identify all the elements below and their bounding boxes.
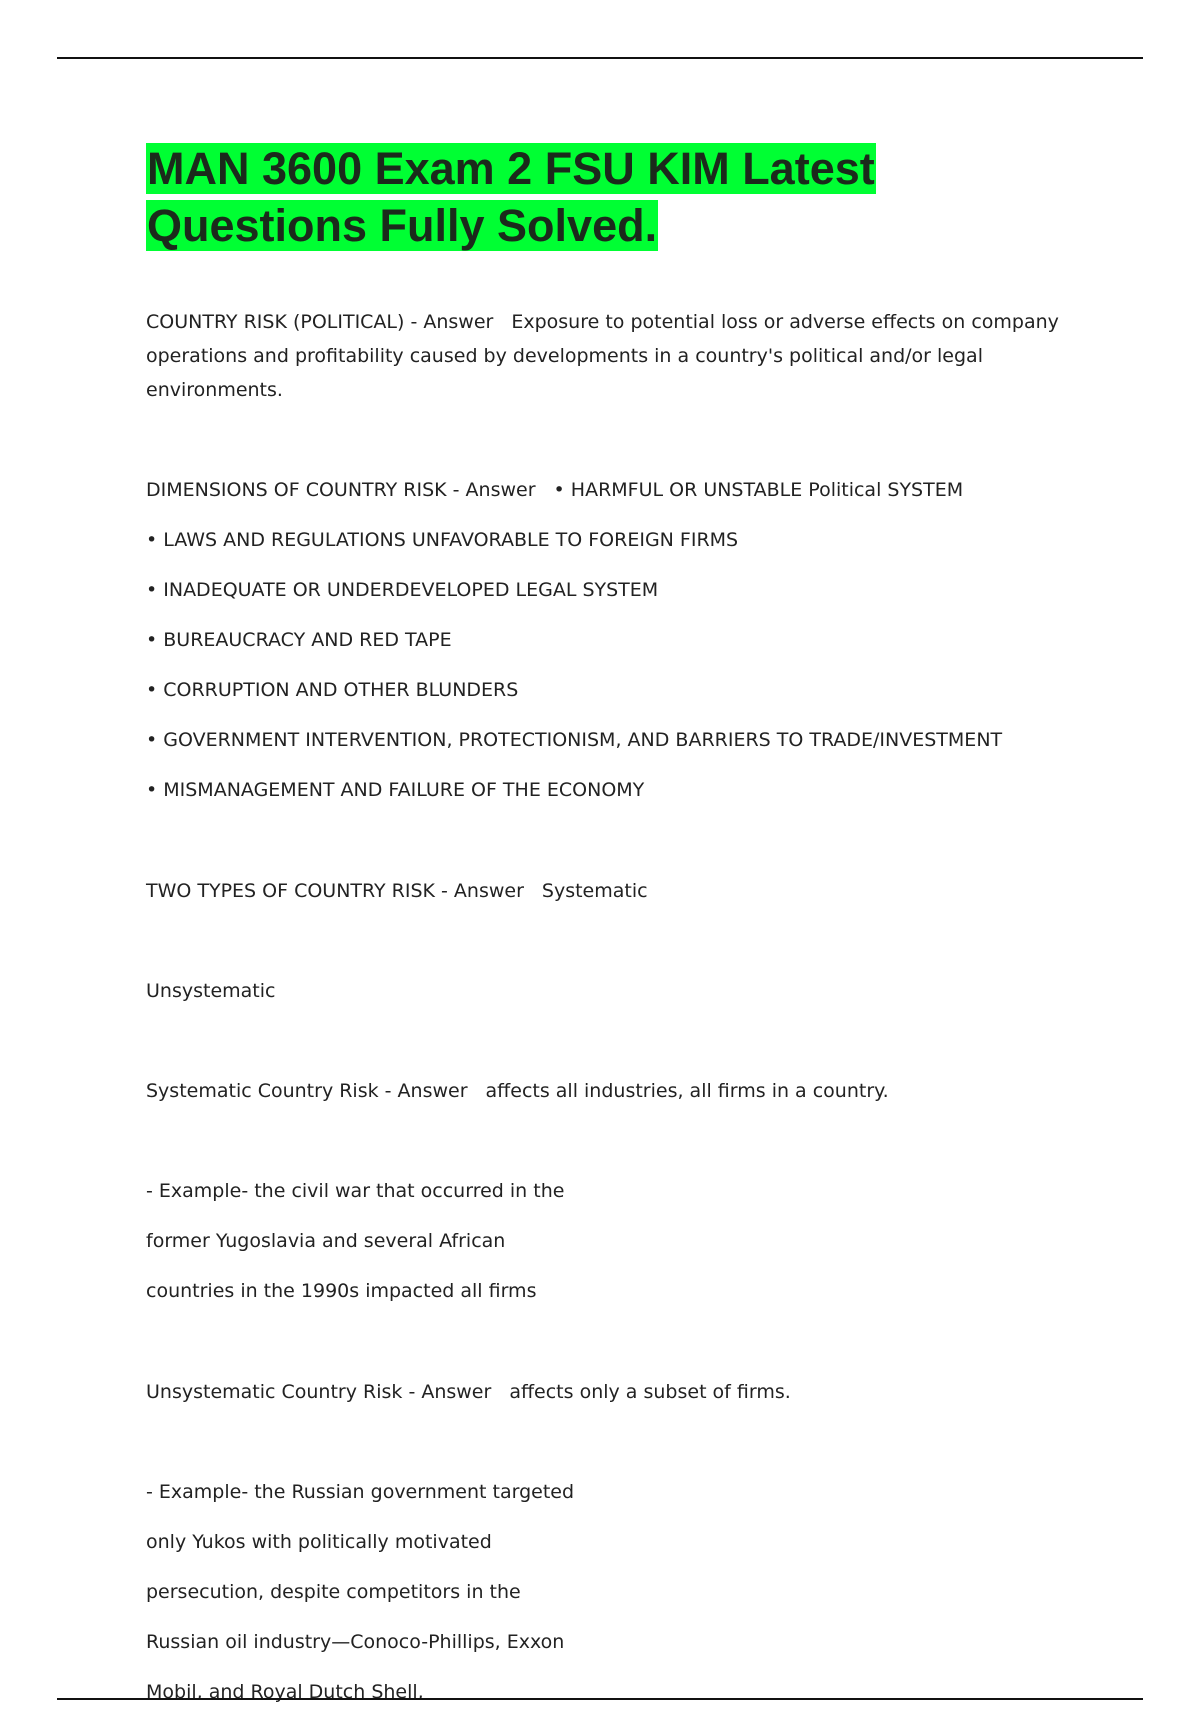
- entry-answer: Exposure to potential loss or adverse effects on company operations and profitability caused by developments in a country's political and/or legal environments.: [146, 311, 1059, 401]
- top-rule: [57, 57, 1143, 59]
- entry-answer: affects only a subset of firms.: [509, 1381, 791, 1403]
- entry-answer: affects all industries, all firms in a country.: [485, 1080, 889, 1102]
- example-line: persecution, despite competitors in the: [146, 1581, 521, 1603]
- unsystematic-example: [146, 1467, 574, 1717]
- entry-term: Systematic Country Risk - Answer: [146, 1080, 468, 1102]
- entry-country-risk: [146, 305, 1106, 407]
- entry-dimensions: [146, 465, 1002, 815]
- example-line: only Yukos with politically motivated: [146, 1531, 492, 1553]
- example-line: countries in the 1990s impacted all firms: [146, 1280, 537, 1302]
- entry-unsystematic: [146, 1367, 791, 1417]
- title-highlight: MAN 3600 Exam 2 FSU KIM Latest Questions Fully Solved.: [147, 143, 875, 251]
- bullet-item: • BUREAUCRACY AND RED TAPE: [146, 629, 452, 651]
- systematic-example: [146, 1166, 564, 1316]
- bullet-item: • CORRUPTION AND OTHER BLUNDERS: [146, 679, 519, 701]
- document-title: [146, 140, 1106, 254]
- example-line: - Example- the Russian government targeted: [146, 1481, 575, 1503]
- entry-line: [146, 866, 648, 916]
- entry-answer: • HARMFUL OR UNSTABLE Political SYSTEM: [553, 479, 964, 501]
- entry-two-types: [146, 866, 648, 916]
- entry-term: DIMENSIONS OF COUNTRY RISK - Answer: [146, 479, 536, 501]
- bullet-item: • LAWS AND REGULATIONS UNFAVORABLE TO FOREIGN FIRMS: [146, 529, 739, 551]
- example-line: Mobil, and Royal Dutch Shell,: [146, 1681, 424, 1703]
- entry-term: TWO TYPES OF COUNTRY RISK - Answer: [146, 880, 524, 902]
- entry-extra: Unsystematic: [146, 980, 276, 1002]
- entry-line: [146, 1367, 791, 1417]
- example-line: Russian oil industry—Conoco-Phillips, Exxon: [146, 1631, 565, 1653]
- bullet-item: • GOVERNMENT INTERVENTION, PROTECTIONISM, AND BARRIERS TO TRADE/INVESTMENT: [146, 729, 1003, 751]
- entry-line: [146, 1066, 889, 1116]
- entry-two-types-extra: [146, 966, 275, 1016]
- entry-answer: Systematic: [541, 880, 648, 902]
- entry-term: COUNTRY RISK (POLITICAL) - Answer: [146, 311, 494, 333]
- example-line: - Example- the civil war that occurred in the: [146, 1180, 565, 1202]
- entry-systematic: [146, 1066, 889, 1116]
- entry-line: [146, 465, 1002, 515]
- bullet-item: • MISMANAGEMENT AND FAILURE OF THE ECONOMY: [146, 779, 645, 801]
- bullet-item: • INADEQUATE OR UNDERDEVELOPED LEGAL SYSTEM: [146, 579, 659, 601]
- example-line: former Yugoslavia and several African: [146, 1230, 506, 1252]
- document-page: [146, 140, 1106, 1703]
- entry-term: Unsystematic Country Risk - Answer: [146, 1381, 492, 1403]
